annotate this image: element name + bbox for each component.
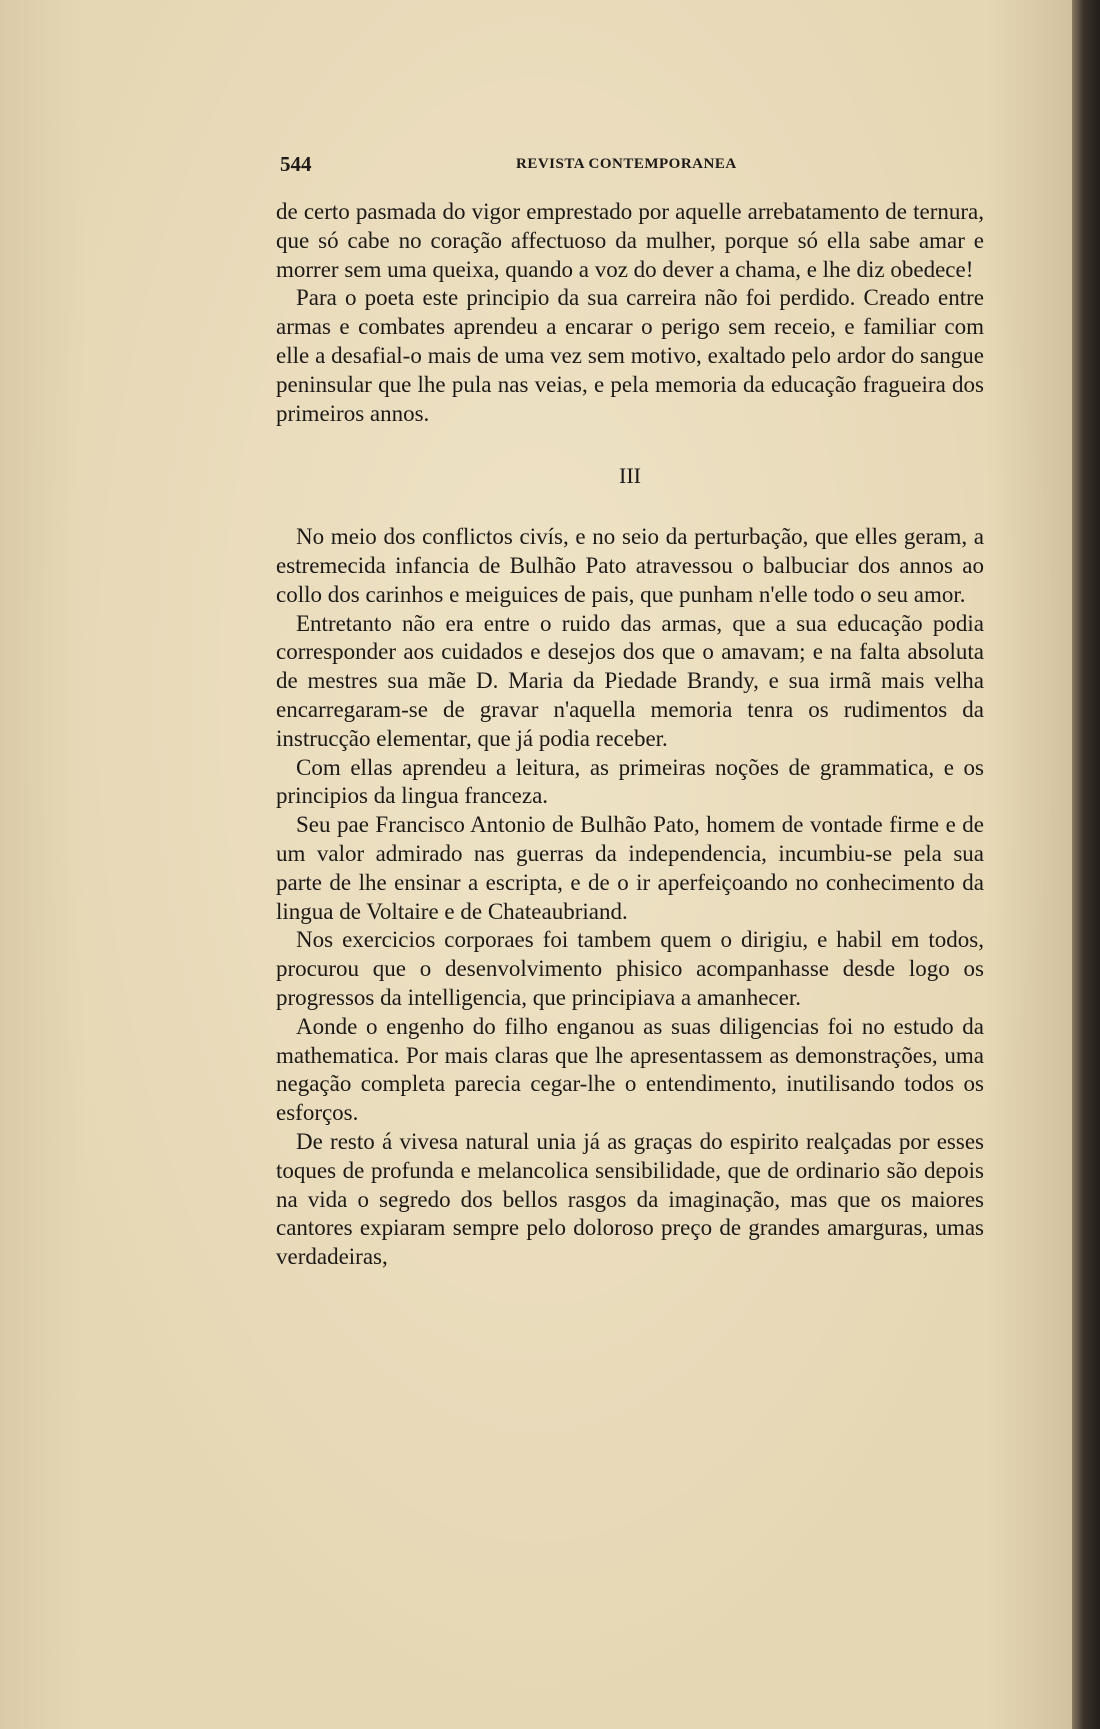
- paragraph: Com ellas aprendeu a leitura, as primeiras noções de grammatica, e os principios da lingua franceza.: [276, 754, 984, 809]
- paragraph: De resto á vivesa natural unia já as graças do espirito realçadas por esses toques de profunda e melancolica sensibilidade, que de ordinario são depois na vida o segredo dos bellos rasgos da imaginação, mas que os maiores cantores expiaram sempre pelo doloroso preço de grandes amarguras, umas verdadeiras,: [276, 1128, 984, 1270]
- paragraph: Aonde o engenho do filho enganou as suas diligencias foi no estudo da mathematica. Por mais claras que lhe apresentassem as demonstrações, uma negação completa parecia cegar-lhe o entendimento, inutilisando todos os esforços.: [276, 1013, 984, 1126]
- paragraph: Nos exercicios corporaes foi tambem quem o dirigiu, e habil em todos, procurou que o desenvolvimento phisico acompanhasse desde logo os progressos da intelligencia, que principiava a amanhecer.: [276, 927, 984, 1010]
- paragraph: Seu pae Francisco Antonio de Bulhão Pato, homem de vontade firme e de um valor admirado nas guerras da independencia, incumbiu-se pela sua parte de lhe ensinar a escripta, e de o ir aperfeiçoando no conhecimento da lingua de Voltaire e de Chateaubriand.: [276, 812, 984, 924]
- section-heading: III: [619, 463, 641, 489]
- paragraph: No meio dos conflictos civís, e no seio da perturbação, que elles geram, a estremecida infancia de Bulhão Pato atravessou o balbuciar dos annos ao collo dos carinhos e meiguices de pais, que punham n'elle todo o seu amor.: [276, 524, 984, 607]
- paragraph: de certo pasmada do vigor emprestado por aquelle arrebatamento de ternura, que só cabe no coração affectuoso da mulher, porque só ella sabe amar e morrer sem uma queixa, quando a voz do dever a chama, e lhe diz obedece!: [276, 199, 984, 282]
- page-edge: [1072, 0, 1100, 1729]
- body-text: [276, 198, 984, 1272]
- paragraph: Para o poeta este principio da sua carreira não foi perdido. Creado entre armas e combates aprendeu a encarar o perigo sem receio, e familiar com elle a desafial-o mais de uma vez sem motivo, exaltado pelo ardor do sangue peninsular que lhe pula nas veias, e pela memoria da educação fragueira dos primeiros annos.: [276, 285, 984, 426]
- paragraph: Entretanto não era entre o ruido das armas, que a sua educação podia corresponder aos cuidados e desejos dos que o amavam; e na falta absoluta de mestres sua mãe D. Maria da Piedade Brandy, e sua irmã mais velha encarregaram-se de gravar n'aquella memoria tenra os rudimentos da instrucção elementar, que já podia receber.: [276, 610, 984, 751]
- page-number: 544: [280, 152, 312, 176]
- page-header: [280, 152, 760, 182]
- running-title: REVISTA CONTEMPORANEA: [516, 156, 737, 172]
